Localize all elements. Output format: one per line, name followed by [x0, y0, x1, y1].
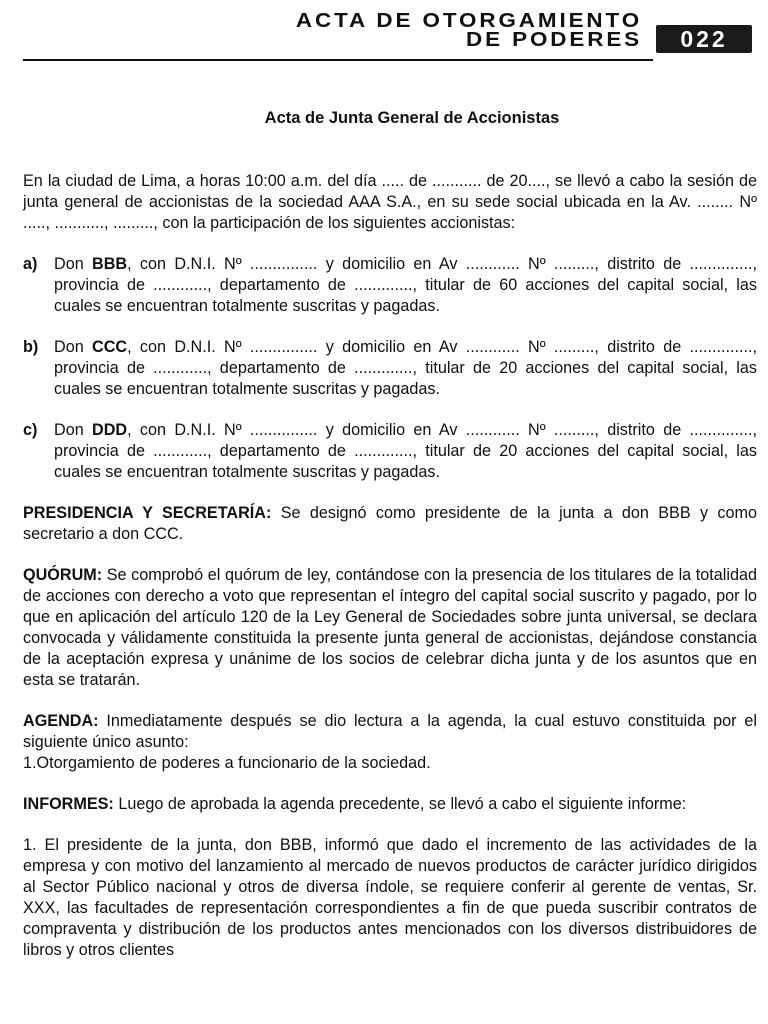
shareholder-marker: c) [23, 421, 38, 439]
shareholder-prefix: Don [54, 421, 93, 439]
agenda-label: AGENDA: [23, 712, 99, 730]
shareholder-marker: a) [23, 255, 38, 273]
document-body [23, 108, 757, 981]
presidencia-text: Se designó como presidente de la junta a don BBB y como secretario a don CCC. [23, 504, 758, 543]
presidencia-paragraph [23, 503, 757, 545]
shareholder-name: BBB [92, 255, 128, 273]
shareholder-marker: b) [23, 338, 39, 356]
intro-paragraph: En la ciudad de Lima, a horas 10:00 a.m. del día ..... de ........... de 20...., se llevó a cabo la sesión de junta general de accionistas de la sociedad AAA S.A., en su sede social ubicada en la Av. ........ Nº ....., ..........., ........., con la participación de los siguientes accionistas: [23, 172, 757, 232]
informes-text: Luego de aprobada la agenda precedente, se llevó a cabo el siguiente informe: [113, 795, 687, 813]
shareholder-text [54, 254, 757, 317]
shareholder-details: , con D.N.I. Nº ............... y domicilio en Av ............ Nº ........., distrito de .............., provincia de ............, departamento de ............., titular de 20 acciones del capital social, las cuales se encuentran totalmente suscritas y pagadas. [54, 421, 757, 481]
presidencia-label: PRESIDENCIA Y SECRETARÍA: [23, 504, 272, 522]
header-title-line2: DE PODERES [465, 29, 642, 51]
agenda-item: 1.Otorgamiento de poderes a funcionario de la sociedad. [23, 754, 431, 772]
agenda-text: Inmediatamente después se dio lectura a la agenda, la cual estuvo constituida por el siguiente único asunto: [23, 712, 757, 751]
shareholder-item [23, 337, 757, 400]
document-title: Acta de Junta General de Accionistas [264, 109, 560, 127]
shareholder-text [54, 337, 757, 400]
informes-label: INFORMES: [23, 795, 114, 813]
shareholder-name: DDD [92, 421, 128, 439]
header-title-line1: ACTA DE OTORGAMIENTO [295, 10, 642, 32]
shareholder-item [23, 254, 757, 317]
shareholder-name: CCC [92, 338, 128, 356]
quorum-paragraph [23, 565, 757, 691]
shareholder-prefix: Don [54, 255, 93, 273]
shareholder-item [23, 420, 757, 483]
informes-paragraph [23, 794, 757, 815]
header-divider [23, 59, 653, 61]
shareholder-details: , con D.N.I. Nº ............... y domicilio en Av ............ Nº ........., distrito de .............., provincia de ............, departamento de ............., titular de 60 acciones del capital social, las cuales se encuentran totalmente suscritas y pagadas. [54, 255, 757, 315]
document-number-badge: 022 [656, 25, 752, 53]
page-header [0, 0, 768, 62]
header-title [296, 12, 642, 50]
quorum-text: Se comprobó el quórum de ley, contándose con la presencia de los titulares de la totalidad de acciones con derecho a voto que representan el íntegro del capital social suscrito y pagado, por lo que en aplicación del artículo 120 de la Ley General de Sociedades sobre junta universal, se declara convocada y válidamente constituida la presente junta general de accionistas, dejándose constancia de la aceptación expresa y unánime de los socios de celebrar dicha junta y de los asuntos que en esta se tratarán. [23, 566, 757, 689]
quorum-label: QUÓRUM: [23, 566, 103, 584]
agenda-paragraph [23, 711, 757, 753]
informe-1-paragraph: 1. El presidente de la junta, don BBB, informó que dado el incremento de las actividades de la empresa y con motivo del lanzamiento al mercado de nuevos productos de carácter jurídico dirigidos al Sector Público nacional y otros de diversa índole, se requiere conferir al gerente de ventas, Sr. XXX, las facultades de representación correspondientes a fin de que pueda suscribir contratos de compraventa y distribución de los productos antes mencionados con los diversos distribuidores de libros y otros clientes [23, 836, 757, 959]
shareholder-details: , con D.N.I. Nº ............... y domicilio en Av ............ Nº ........., distrito de .............., provincia de ............, departamento de ............., titular de 20 acciones del capital social, las cuales se encuentran totalmente suscritas y pagadas. [54, 338, 757, 398]
shareholder-text [54, 420, 757, 483]
shareholder-prefix: Don [54, 338, 93, 356]
